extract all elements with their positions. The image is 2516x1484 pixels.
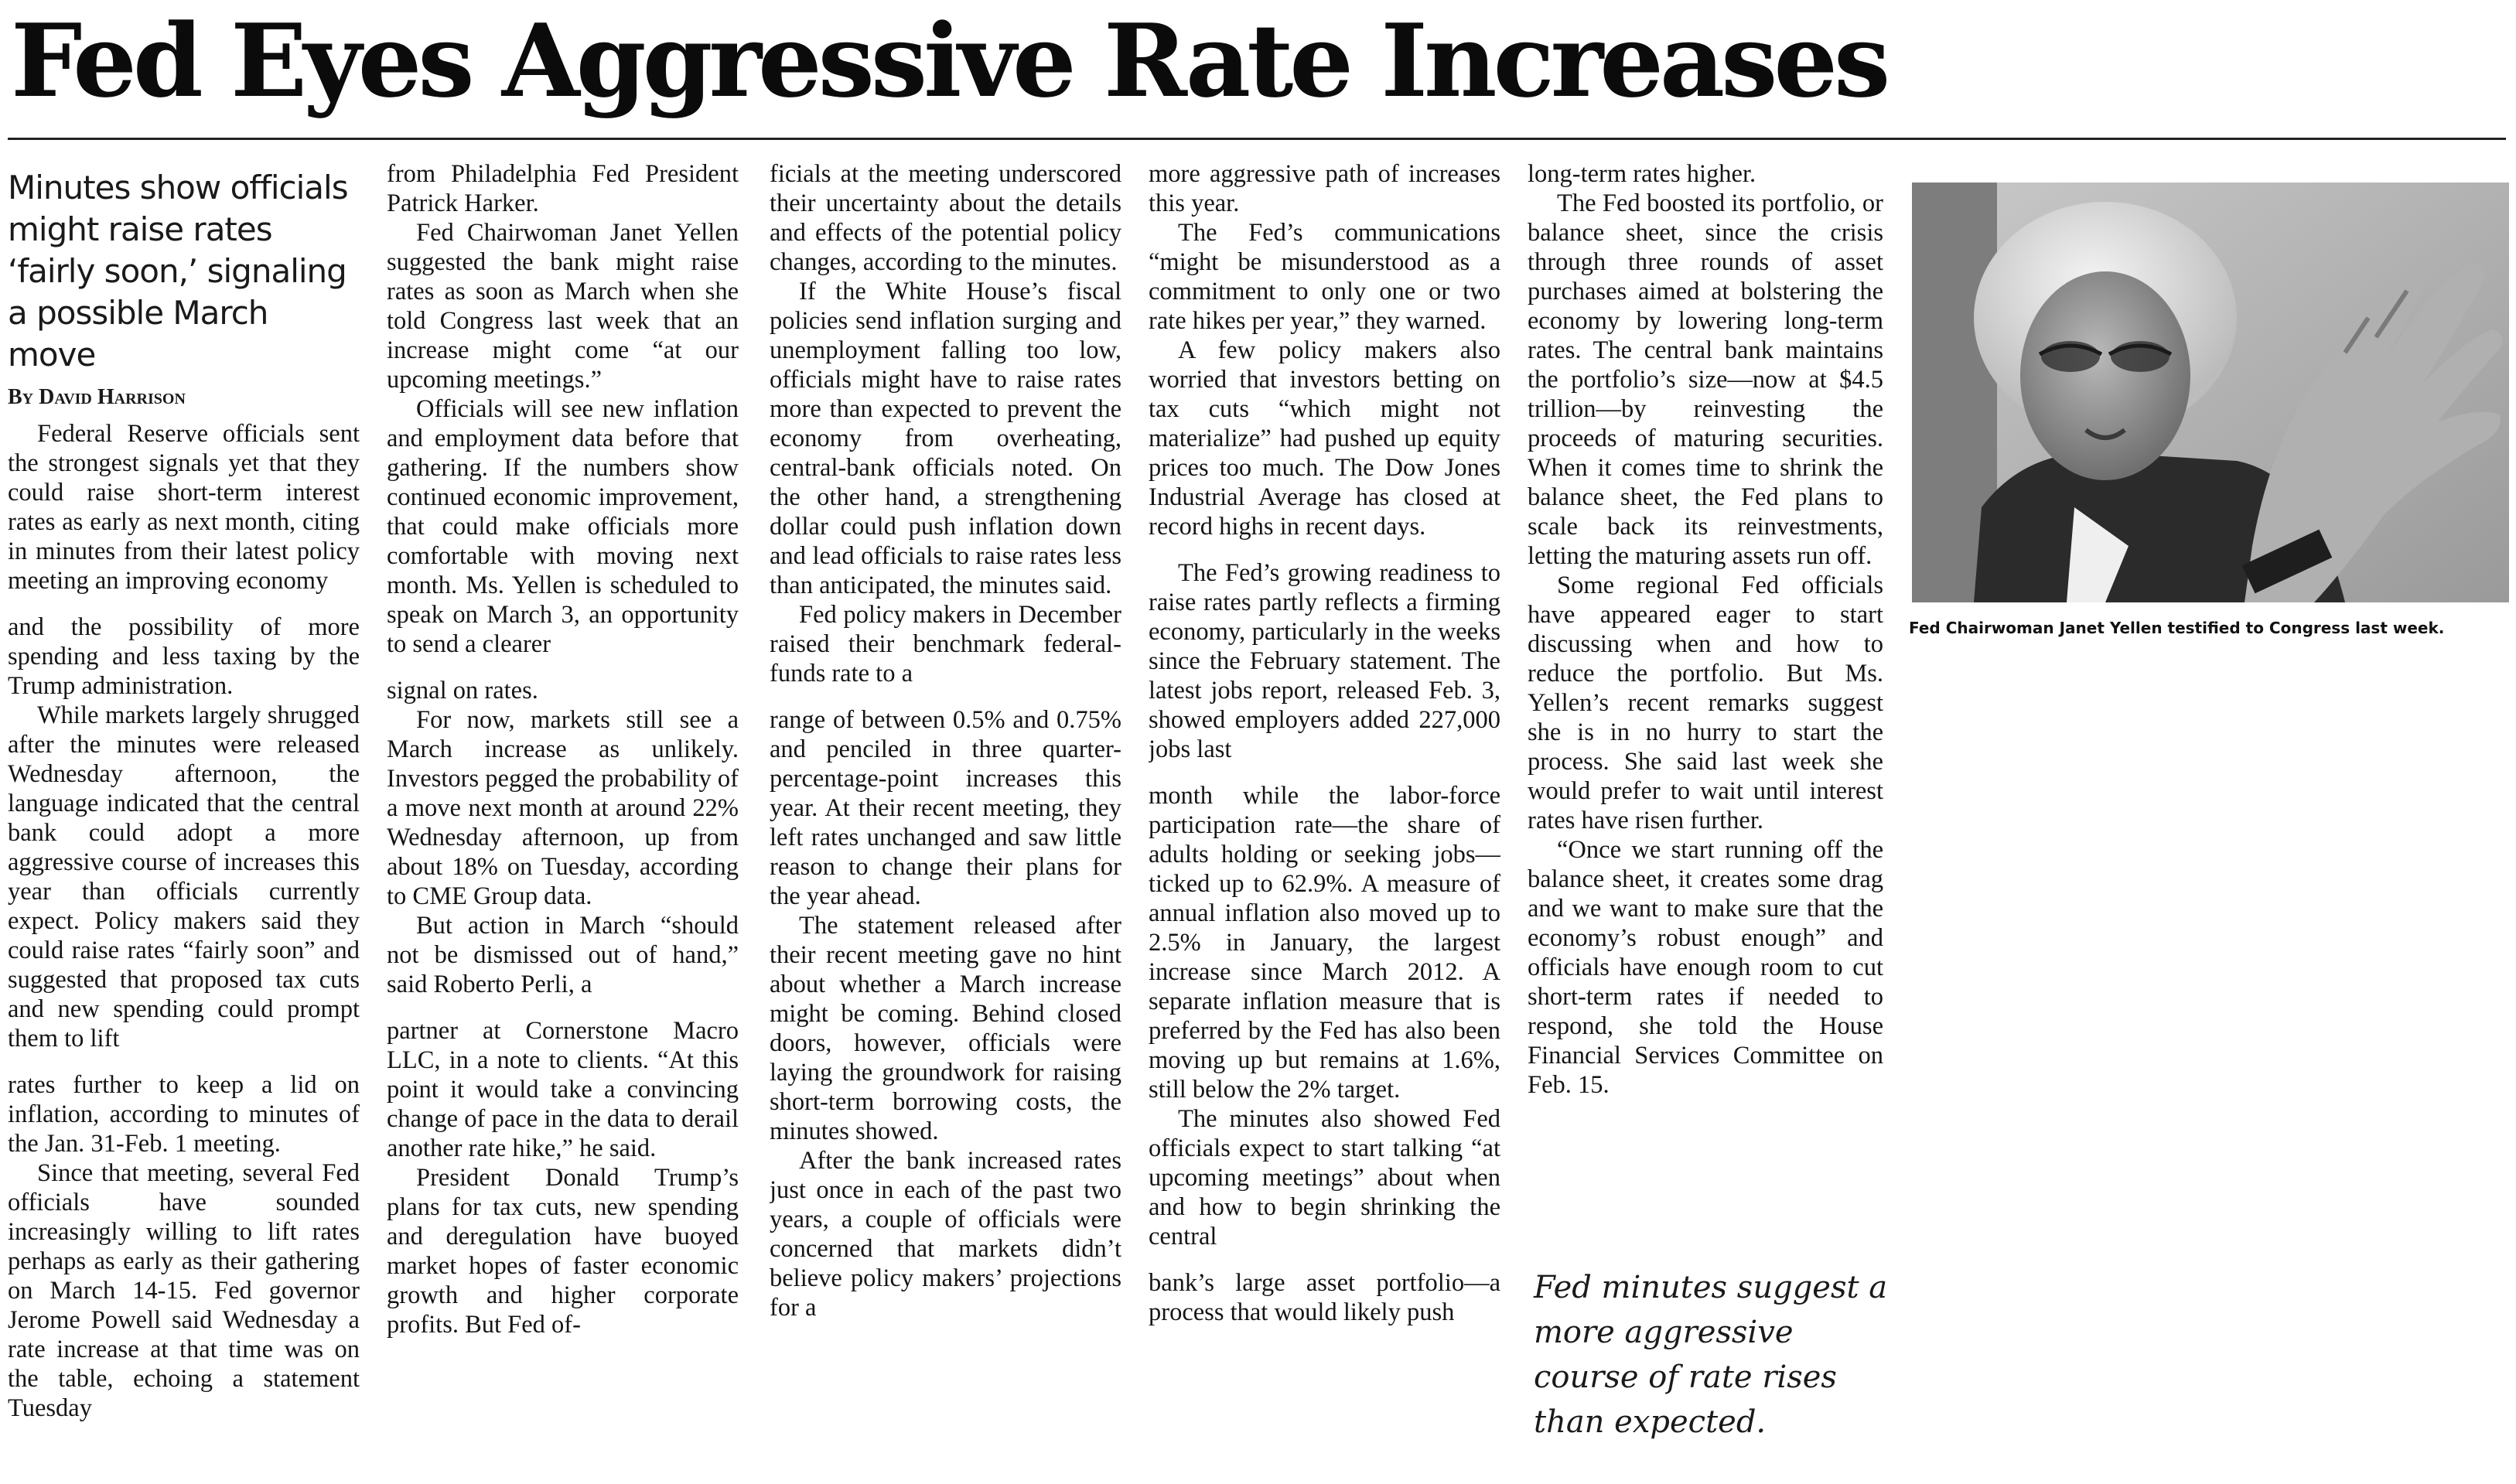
article-paragraph: The statement released after their recent meeting gave no hint about whether a March increase might be coming. Behind closed doors, however, officials were laying the groundwork for raising short-term borrowing costs, the minutes showed. — [770, 912, 1121, 1145]
byline: By David Harrison — [8, 385, 186, 409]
article-paragraph: and the possibility of more spending and less taxing by the Trump administration. — [8, 613, 360, 700]
article-paragraph: Federal Reserve officials sent the strongest signals yet that they could raise short-term interest rates as early as next month, citing in minutes from their latest policy meeting an improving economy — [8, 420, 360, 595]
column-gap — [8, 595, 360, 612]
column-gap — [387, 999, 739, 1016]
headline-rule — [8, 138, 2506, 140]
column-gap — [1149, 1251, 1500, 1268]
article-paragraph: If the White House’s fiscal policies send inflation surging and unemployment falling too low, officials might have to raise rates more than expected to prevent the economy from overheating, central-bank officials noted. On the other hand, a strengthening dollar could push inflation down and lead officials to raise rates less than anticipated, the minutes said. — [770, 278, 1121, 599]
article-paragraph: month while the labor-force participation rate—the share of adults holding or seeking jobs—ticked up to 62.9%. A measure of annual inflation also moved up to 2.5% in January, the largest increase since March 2012. A separate inflation measure that is preferred by the Fed has also been moving up but remains at 1.6%, still below the 2% target. — [1149, 782, 1500, 1104]
deck-subheadline: Minutes show officials might raise rates ‘fairly soon,’ signaling a possible March move — [8, 169, 348, 374]
column-gap — [1149, 541, 1500, 558]
article-paragraph: Some regional Fed officials have appeared eager to start discussing when and how to reduce the portfolio. But Ms. Yellen’s recent remarks suggest she is in no hurry to start the process. She said last week she would prefer to wait until interest rates have risen further. — [1528, 571, 1883, 834]
column-gap — [387, 659, 739, 676]
article-paragraph: more aggressive path of increases this year. — [1149, 160, 1500, 217]
article-paragraph: President Donald Trump’s plans for tax cuts, new spending and deregulation have buoyed market hopes of faster economic growth and higher corporate profits. But Fed of- — [387, 1164, 739, 1339]
article-column-1 — [8, 159, 360, 1482]
article-paragraph: The Fed boosted its portfolio, or balance sheet, since the crisis through three rounds of asset purchases aimed at bolstering the economy by lowering long-term rates. The central bank maintains the portfolio’s size—now at $4.5 trillion—by reinvesting the proceeds of maturing securities. When it comes time to shrink the balance sheet, the Fed plans to scale back its reinvestments, letting the maturing assets run off. — [1528, 189, 1883, 570]
column-gap — [770, 688, 1121, 705]
article-paragraph: The minutes also showed Fed officials expect to start talking “at upcoming meetings” about when and how to begin shrinking the central — [1149, 1105, 1500, 1250]
article-column-3 — [770, 159, 1121, 1482]
article-paragraph: Officials will see new inflation and employment data before that gathering. If the numbers show continued economic improvement, that could make officials more comfortable with moving next month. Ms. Yellen is scheduled to speak on March 3, an opportunity to send a clearer — [387, 395, 739, 658]
article-paragraph: bank’s large asset portfolio—a process that would likely push — [1149, 1269, 1500, 1326]
column-4-body — [1149, 159, 1500, 1327]
headline: Fed Eyes Aggressive Rate Increases — [11, 2, 1887, 120]
article-paragraph: signal on rates. — [387, 677, 538, 704]
article-paragraph: from Philadelphia Fed President Patrick Harker. — [387, 160, 739, 217]
article-paragraph: ficials at the meeting underscored their uncertainty about the details and effects of the potential policy changes, according to the minutes. — [770, 160, 1121, 276]
portrait-photo — [1912, 183, 2509, 602]
column-gap — [8, 1053, 360, 1070]
article-paragraph: For now, markets still see a March increase as unlikely. Investors pegged the probability of a move next month at around 22% Wednesday afternoon, up from about 18% on Tuesday, according to CME Group data. — [387, 706, 739, 910]
pull-quote: Fed minutes suggest a more aggressive course of rate rises than expected. — [1534, 1270, 1888, 1440]
photo-caption: Fed Chairwoman Janet Yellen testified to Congress last week. — [1909, 619, 2445, 637]
article-paragraph: The Fed’s growing readiness to raise rates partly reflects a firming economy, particularly in the weeks since the February statement. The latest jobs report, released Feb. 3, showed employers added 227,000 jobs last — [1149, 559, 1500, 763]
article-paragraph: A few policy makers also worried that investors betting on tax cuts “which might not materialize” had pushed up equity prices too much. The Dow Jones Industrial Average has closed at record highs in recent days. — [1149, 336, 1500, 541]
portrait-photo-icon — [1912, 183, 2509, 602]
column-2-body — [387, 159, 739, 1339]
column-5-body — [1528, 159, 1883, 1100]
article-paragraph: The Fed’s communications “might be misunderstood as a commitment to only one or two rate hikes per year,” they warned. — [1149, 219, 1500, 335]
article-paragraph: Since that meeting, several Fed officials have sounded increasingly willing to lift rates perhaps as early as their gathering on March 14-15. Fed governor Jerome Powell said Wednesday a rate increase at that time was on the table, echoing a statement Tuesday — [8, 1159, 360, 1422]
article-column-4 — [1149, 159, 1500, 1482]
article-paragraph: Fed Chairwoman Janet Yellen suggested the bank might raise rates as soon as March when she told Congress last week that an increase might come “at our upcoming meetings.” — [387, 219, 739, 394]
article-paragraph: rates further to keep a lid on inflation, according to minutes of the Jan. 31-Feb. 1 meeting. — [8, 1071, 360, 1158]
article-paragraph: Fed policy makers in December raised their benchmark federal-funds rate to a — [770, 601, 1121, 687]
article-paragraph: While markets largely shrugged after the minutes were released Wednesday afternoon, the language indicated that the central bank could adopt a more aggressive course of increases this year than officials currently expect. Policy makers said they could raise rates “fairly soon” and suggested that proposed tax cuts and new spending could prompt them to lift — [8, 701, 360, 1052]
column-gap — [1149, 764, 1500, 781]
column-3-body — [770, 159, 1121, 1322]
article-paragraph: After the bank increased rates just once in each of the past two years, a couple of officials were concerned that markets didn’t believe policy makers’ projections for a — [770, 1147, 1121, 1322]
article-paragraph: long-term rates higher. — [1528, 160, 1756, 188]
article-paragraph: “Once we start running off the balance sheet, it creates some drag and we want to make sure that the economy’s robust enough” and officials have enough room to cut short-term rates if needed to respond, she told the House Financial Services Committee on Feb. 15. — [1528, 836, 1883, 1099]
column-1-body — [8, 419, 360, 1423]
article-paragraph: partner at Cornerstone Macro LLC, in a note to clients. “At this point it would take a convincing change of pace in the data to derail another rate hike,” he said. — [387, 1017, 739, 1162]
article-paragraph: But action in March “should not be dismissed out of hand,” said Roberto Perli, a — [387, 912, 739, 998]
article-paragraph: range of between 0.5% and 0.75% and penciled in three quarter-percentage-point increases this year. At their recent meeting, they left rates unchanged and saw little reason to change their plans for the year ahead. — [770, 706, 1121, 910]
article-column-2 — [387, 159, 739, 1482]
